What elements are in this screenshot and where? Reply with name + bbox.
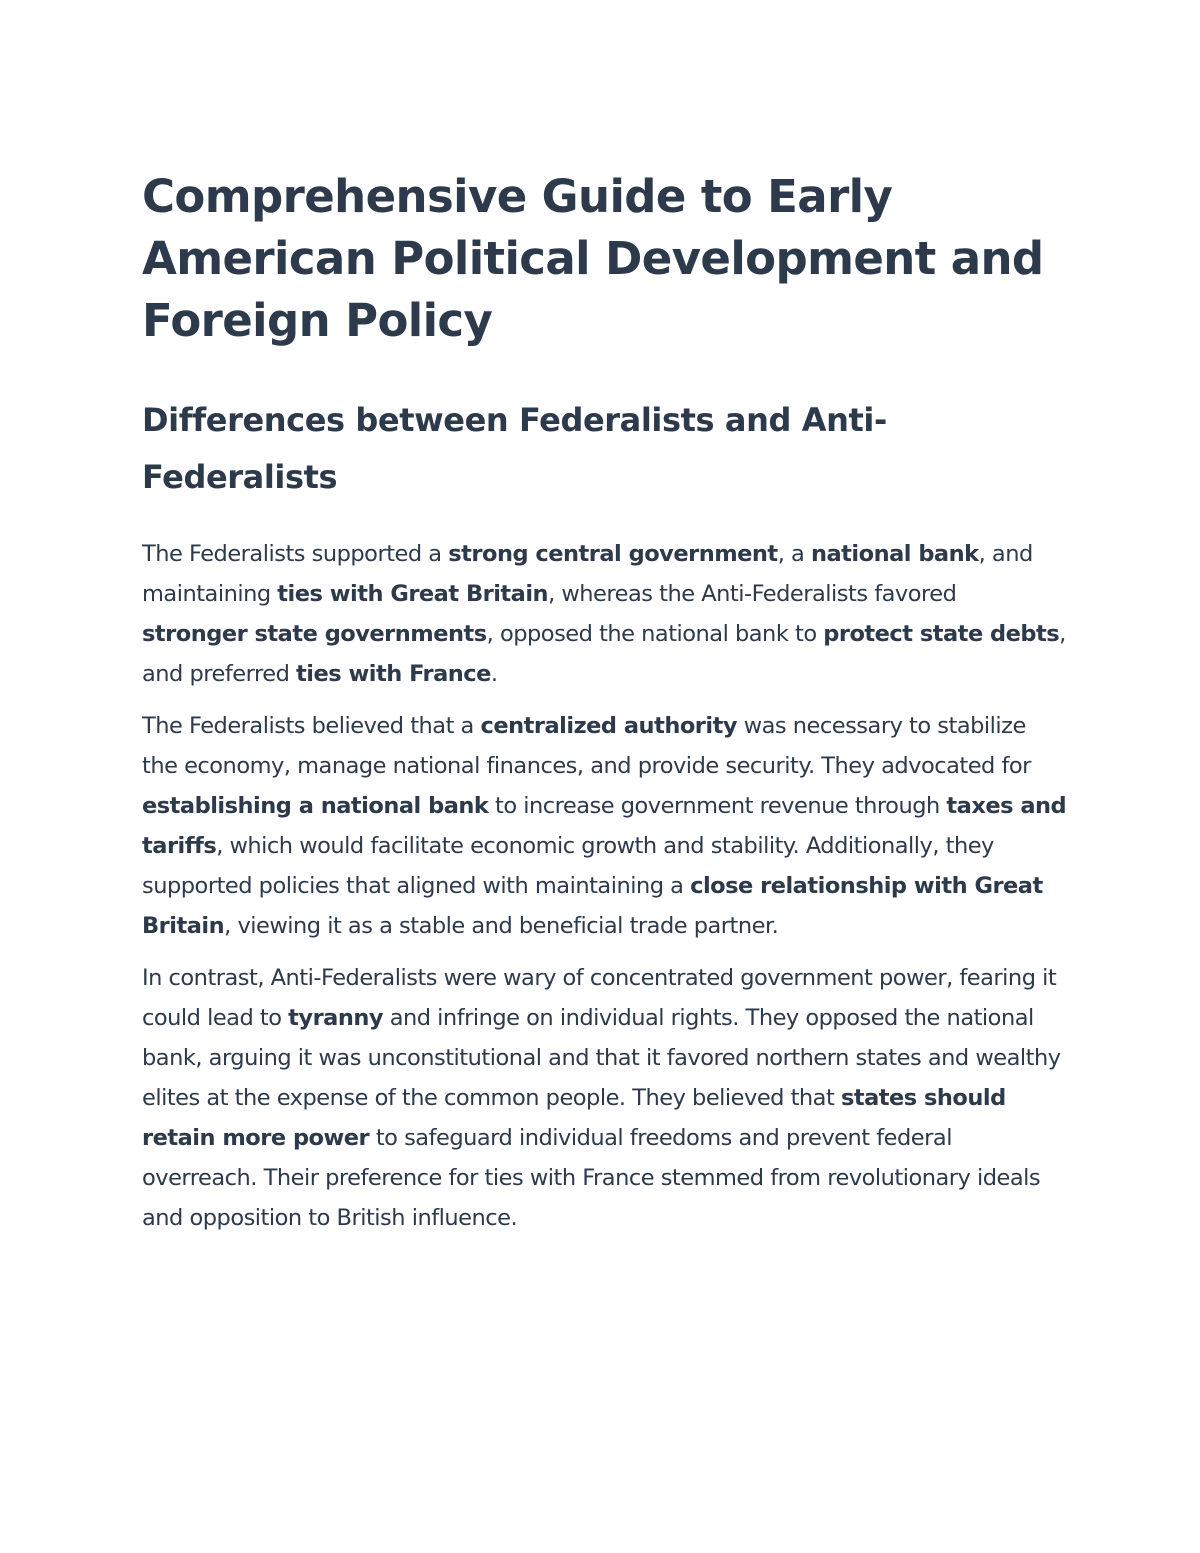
text-run: and infringe on individual rights. They opposed the national bank, arguing it was unconstitutional and that it favored northern states and wealthy elites at the expense of the common people. They believed that xyxy=(142,1005,1061,1111)
text-run: was necessary to stabilize the economy, manage national finances, and provide security. They advocated for xyxy=(142,713,1031,779)
text-run: The Federalists supported a xyxy=(142,541,449,567)
bold-phrase: ties with Great Britain xyxy=(277,581,549,607)
text-run: The Federalists believed that a xyxy=(142,713,481,739)
bold-phrase: close relationship with Great Britain xyxy=(142,873,1043,939)
document-title: Comprehensive Guide to Early American Political Development and Foreign Policy xyxy=(142,170,1044,347)
bold-phrase: tyranny xyxy=(288,1005,384,1031)
text-run: , viewing it as a stable and beneficial trade partner. xyxy=(224,913,779,939)
text-run: , opposed the national bank to xyxy=(486,621,824,647)
bold-phrase: protect state debts xyxy=(823,621,1060,647)
text-run: , and preferred xyxy=(142,621,1066,687)
text-run: to safeguard individual freedoms and prevent federal overreach. Their preference for ties with France stemmed from revolutionary ideals and opposition to British influence. xyxy=(142,1125,1041,1231)
bold-phrase: stronger state governments xyxy=(142,621,487,647)
text-run: . xyxy=(490,661,498,687)
text-run: , whereas the Anti-Federalists favored xyxy=(548,581,957,607)
section-heading: Differences between Federalists and Anti-Federalists xyxy=(142,401,887,496)
text-run: to increase government revenue through xyxy=(488,793,947,819)
bold-phrase: centralized authority xyxy=(480,713,738,739)
text-run: , which would facilitate economic growth and stability. Additionally, they supported policies that aligned with maintaining a xyxy=(142,833,994,899)
bold-phrase: national bank xyxy=(810,541,979,567)
bold-phrase: strong central government xyxy=(448,541,778,567)
paragraph-2 xyxy=(142,706,1067,946)
text-run: In contrast, Anti-Federalists were wary of concentrated government power, fearing it could lead to xyxy=(142,965,1057,1031)
paragraph-1 xyxy=(142,534,1067,694)
bold-phrase: establishing a national bank xyxy=(142,793,489,819)
text-run: , a xyxy=(777,541,811,567)
bold-phrase: states should retain more power xyxy=(142,1085,1006,1151)
paragraph-3 xyxy=(142,958,1067,1238)
bold-phrase: ties with France xyxy=(296,661,491,687)
text-run: , and maintaining xyxy=(142,541,1033,607)
document-page xyxy=(142,166,1067,1238)
bold-phrase: taxes and tariffs xyxy=(142,793,1067,859)
